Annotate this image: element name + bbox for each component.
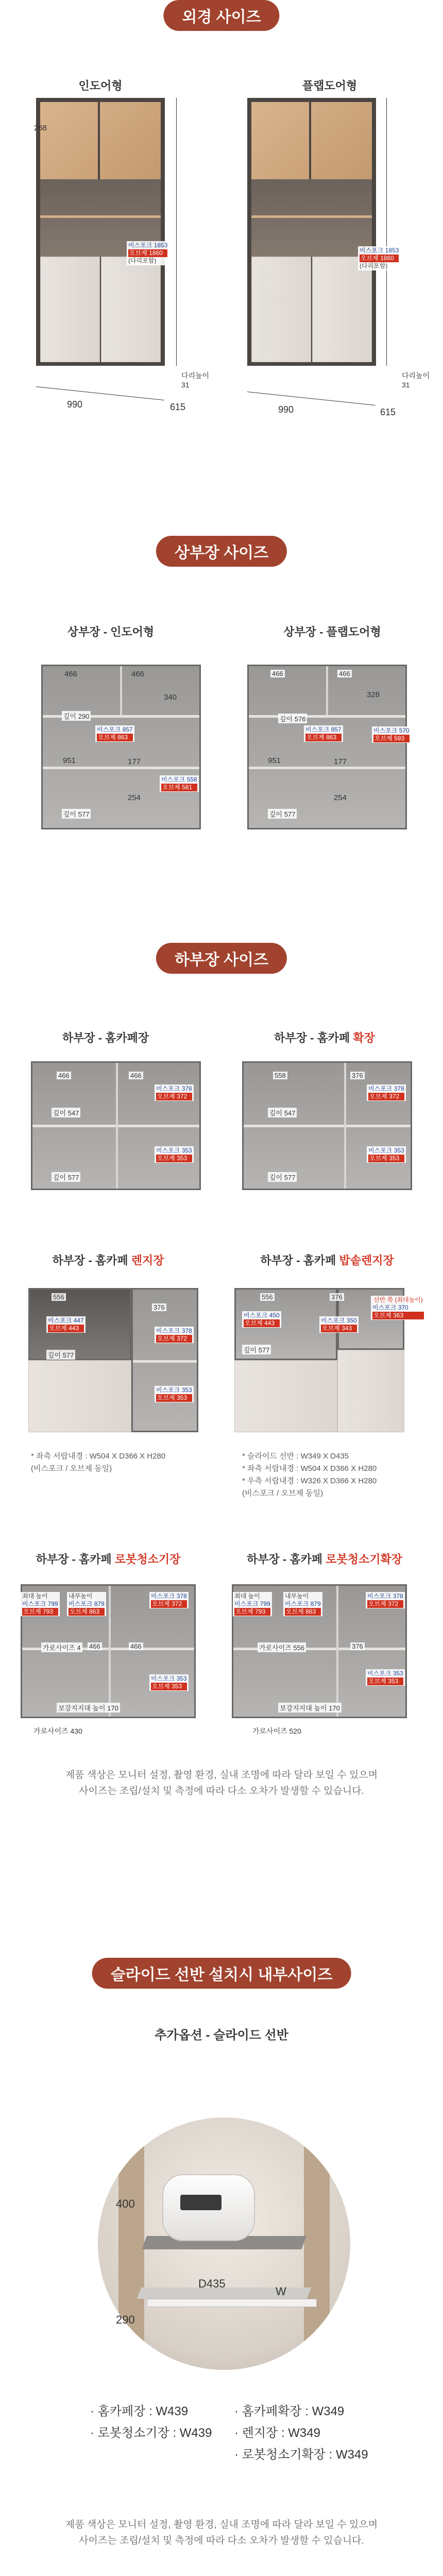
upper-left-w2: 466 <box>131 670 145 679</box>
slide-specs-right: · 홈카페확장 : W349 · 렌지장 : W349 · 로봇청소기확장 : W349 <box>234 2404 368 2462</box>
caption-lower-a: 하부장 - 홈카페장 <box>62 1031 149 1044</box>
cabinet-indoor-illustration <box>36 98 165 366</box>
lower-d-notes: * 슬라이드 선반 : W349 X D435 * 좌측 서랍내경 : W504 X D366 X H280 * 우측 서랍내경 : W326 X D366 X H280 (비스포크 / 오브제 동일) <box>242 1452 377 1498</box>
lower-e-step: 보강지지대 높이 170 <box>57 1703 120 1713</box>
lower-b-illustration <box>242 1061 412 1190</box>
caption-flapdoor: 플랩도어형 <box>302 79 357 92</box>
lower-c-depth: 깊이 577 <box>46 1350 75 1360</box>
upper-left-h1: 340 <box>164 693 177 702</box>
slide-subtitle: 추가옵션 - 슬라이드 선반 <box>155 2028 288 2042</box>
lower-e-tag-mid: 내부높이 비스포크 879 오브제 863 <box>67 1592 106 1616</box>
upper-right-w2: 466 <box>337 670 352 677</box>
lower-c-inner-tag: 비스포크 447 오브제 443 <box>46 1316 86 1333</box>
slide-h2: 290 <box>116 2313 135 2326</box>
lower-a-tag1: 비스포크 378 오브제 372 <box>155 1084 194 1101</box>
disclaimer-1: 제품 색상은 모니터 설정, 촬영 환경, 실내 조명에 따라 달라 보일 수 있으며 사이즈는 조립/설치 및 측정에 따라 다소 오차가 발생할 수 있습니다. <box>65 1770 378 1797</box>
upper-left-w1: 466 <box>64 670 78 679</box>
section-title-exterior: 외경 사이즈 <box>163 0 279 31</box>
tag-flapdoor-height: 비스포크 1853 오브제 1860 (다리포함) <box>358 246 400 270</box>
dim-depth-right: 615 <box>380 407 396 417</box>
caption-lower-e: 하부장 - 홈카페 로봇청소기장 <box>36 1553 181 1566</box>
upper-right-h3: 254 <box>334 793 347 802</box>
upper-right-depth1: 깊이 576 <box>278 714 307 723</box>
lower-f-step: 보강지지대 높이 170 <box>278 1703 342 1713</box>
lower-e-tag-left: 최대 높이 비스포크 799 오브제 793 <box>21 1592 60 1616</box>
caption-lower-b: 하부장 - 홈카페 확장 <box>274 1031 375 1044</box>
upper-right-tag2: 비스포크 570 오브제 593 <box>372 726 411 743</box>
dim-top-height: 268 <box>34 124 47 132</box>
slide-depth: D435 <box>198 2277 226 2290</box>
upper-left-h3: 254 <box>128 793 141 802</box>
lower-f-tag-left: 최대 높이 비스포크 799 오브제 793 <box>233 1592 272 1616</box>
lower-a-depth1: 깊이 547 <box>52 1108 80 1117</box>
caption-indoor: 인도어형 <box>78 79 123 92</box>
upper-left-tag2: 비스포크 558 오브제 581 <box>160 775 199 792</box>
section-title-upper: 상부장 사이즈 <box>156 536 287 567</box>
dim-width-right: 990 <box>278 404 294 415</box>
lower-d-tag1: 비스포크 450 오브제 443 <box>242 1311 281 1328</box>
dim-leg-height-right: 다리높이 31 <box>402 371 430 389</box>
cabinet-flapdoor-illustration <box>247 98 376 366</box>
caption-lower-d: 하부장 - 홈카페 밥솥렌지장 <box>260 1254 394 1267</box>
lower-a-tag2: 비스포크 353 오브제 353 <box>155 1146 194 1163</box>
lower-e-w1: 466 <box>88 1642 102 1650</box>
lower-c-w2: 376 <box>152 1303 166 1311</box>
lower-f-tag-mid: 내부높이 비스포크 879 오브제 863 <box>283 1592 322 1616</box>
lower-d-tag-mid: 비스포크 350 오브제 343 <box>319 1316 359 1333</box>
slide-h1: 400 <box>116 2197 135 2210</box>
dim-width-left: 990 <box>67 399 83 410</box>
upper-left-depth1: 깊이 290 <box>62 711 91 721</box>
lower-d-w2: 376 <box>330 1293 344 1301</box>
lower-c-notes: * 좌측 서랍내경 : W504 X D366 X H280 (비스포크 / 오브제 동일) <box>31 1452 166 1473</box>
lower-f-w2: 376 <box>350 1642 365 1650</box>
upper-left-tag1: 비스포크 857 오브제 863 <box>95 725 134 742</box>
lower-e-w2: 466 <box>129 1642 143 1650</box>
lower-a-illustration <box>31 1061 201 1190</box>
lower-a-w2: 466 <box>129 1072 143 1079</box>
lower-b-tag1: 비스포크 378 오브제 372 <box>367 1084 406 1101</box>
upper-flap-illustration <box>247 665 407 829</box>
lower-b-depth2: 깊이 577 <box>268 1172 297 1182</box>
lower-d-depth: 깊이 577 <box>242 1345 271 1354</box>
lower-e-tag1: 비스포크 378 오브제 372 <box>149 1592 189 1608</box>
lower-e-tag2: 비스포크 353 오브제 353 <box>149 1674 189 1691</box>
upper-left-depth2: 깊이 577 <box>62 809 91 819</box>
lower-b-tag2: 비스포크 353 오브제 353 <box>367 1146 406 1163</box>
slide-width: W <box>276 2285 286 2298</box>
upper-right-tag1: 비스포크 857 오브제 863 <box>304 725 343 742</box>
lower-a-depth2: 깊이 577 <box>52 1172 80 1182</box>
tag-indoor-height: 비스포크 1853 오브제 1860 (다리포함) <box>127 241 169 265</box>
upper-right-depth2: 깊이 577 <box>268 809 297 819</box>
lower-a-w1: 466 <box>57 1072 71 1079</box>
lower-e-w0: 가로사이즈 4 <box>41 1642 82 1652</box>
upper-right-w3: 951 <box>268 756 281 765</box>
caption-upper-indoor: 상부장 - 인도어형 <box>67 625 155 638</box>
lower-f-w0: 가로사이즈 556 <box>258 1642 306 1652</box>
lower-b-w2: 376 <box>350 1072 365 1079</box>
lower-d-tag2: 선반 쪽 (최대높이) 비스포크 370 오브제 363 <box>371 1296 425 1320</box>
dim-depth-left: 615 <box>170 402 186 412</box>
lower-f-tag2: 비스포크 353 오브제 353 <box>366 1669 405 1686</box>
lower-e-bottom: 가로사이즈 430 <box>33 1727 82 1735</box>
dim-leg-height: 다리높이 31 <box>181 371 210 389</box>
caption-lower-c: 하부장 - 홈카페 렌지장 <box>52 1254 164 1267</box>
upper-right-w1: 466 <box>270 670 285 677</box>
lower-c-illustration <box>28 1288 198 1432</box>
slide-shelf-illustration <box>98 2117 350 2370</box>
lower-c-tag1: 비스포크 378 오브제 372 <box>155 1327 194 1343</box>
section-title-slide: 슬라이드 선반 설치시 내부사이즈 <box>92 1958 351 1989</box>
lower-c-tag2: 비스포크 353 오브제 353 <box>155 1386 194 1402</box>
section-title-lower: 하부장 사이즈 <box>156 943 287 974</box>
lower-d-w1: 556 <box>260 1293 275 1301</box>
lower-c-w1: 556 <box>52 1293 66 1301</box>
upper-left-h2: 177 <box>128 757 141 766</box>
lower-b-depth1: 깊이 547 <box>268 1108 297 1117</box>
slide-specs-left: · 홈카페장 : W439 · 로봇청소기장 : W439 <box>90 2404 212 2440</box>
lower-f-tag1: 비스포크 378 오브제 372 <box>366 1592 405 1608</box>
lower-f-bottom: 가로사이즈 520 <box>252 1727 301 1735</box>
caption-lower-f: 하부장 - 홈카페 로봇청소기확장 <box>247 1553 402 1566</box>
upper-left-w3: 951 <box>63 756 76 765</box>
upper-right-h1: 328 <box>367 690 380 699</box>
upper-right-h2: 177 <box>334 757 347 766</box>
lower-b-w1: 558 <box>273 1072 287 1079</box>
upper-indoor-illustration <box>41 665 201 829</box>
disclaimer-2: 제품 색상은 모니터 설정, 촬영 환경, 실내 조명에 따라 달라 보일 수 있으며 사이즈는 조립/설치 및 측정에 따라 다소 오차가 발생할 수 있습니다. <box>65 2519 378 2547</box>
caption-upper-flap: 상부장 - 플랩도어형 <box>283 625 381 638</box>
